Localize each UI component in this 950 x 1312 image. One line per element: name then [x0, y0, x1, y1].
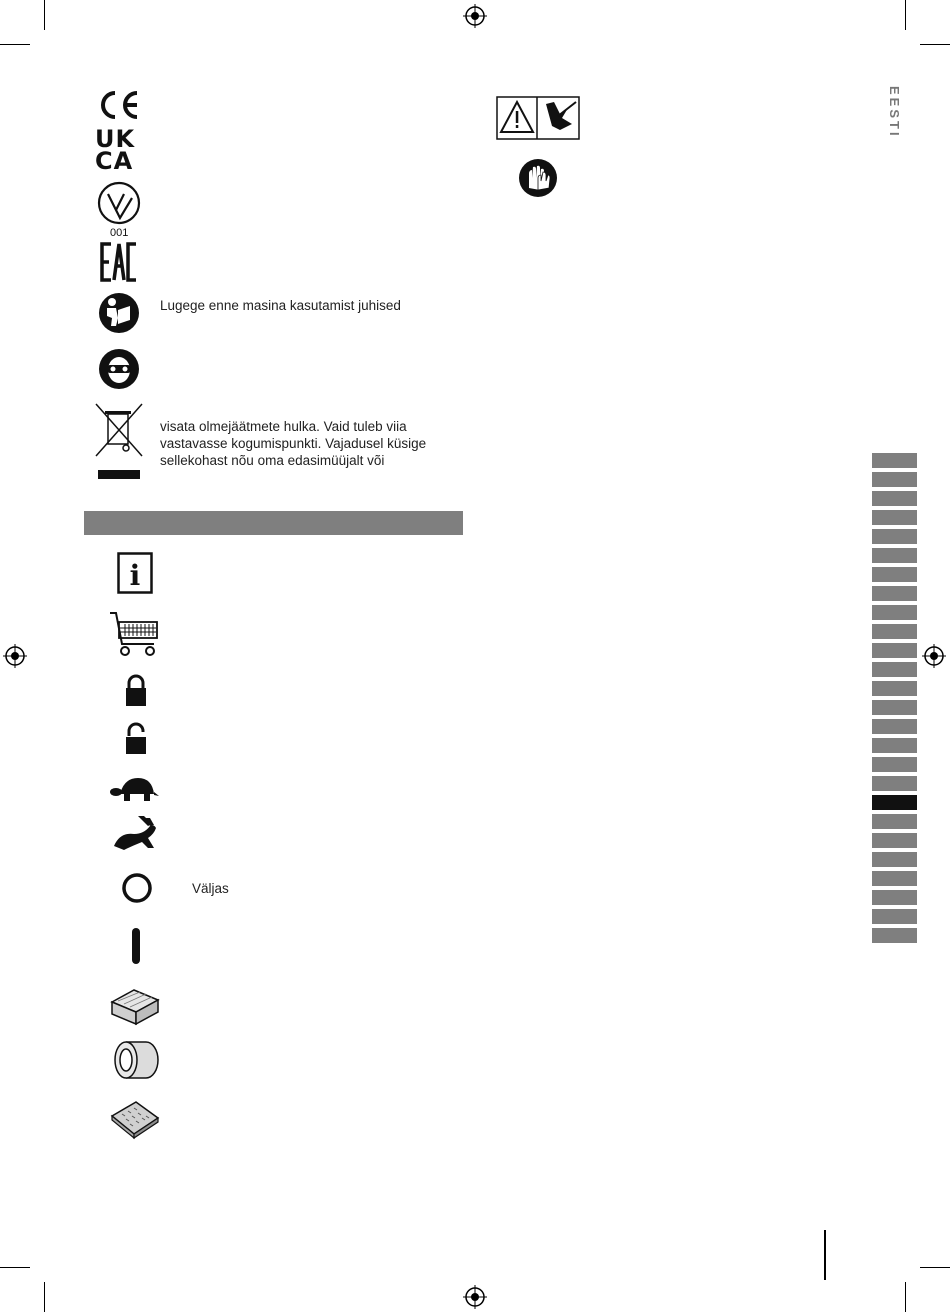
weee-text: [160, 418, 426, 469]
ukca-line-1: UK: [95, 125, 136, 153]
hare-fast-icon: [110, 816, 160, 854]
svg-text:i: i: [129, 559, 141, 592]
power-off-icon: [121, 872, 153, 904]
language-tab: [872, 909, 917, 926]
language-tab: [872, 586, 917, 603]
language-tab: [872, 605, 917, 622]
language-tab: [872, 776, 917, 793]
registration-mark-icon: [463, 1285, 487, 1309]
ce-mark-icon: [97, 90, 141, 120]
crop-mark: [44, 0, 45, 30]
language-tab: [872, 890, 917, 907]
weee-bin-icon: [92, 402, 146, 482]
language-tab: [872, 795, 917, 812]
shopping-cart-icon: [108, 610, 160, 658]
language-tab: [872, 814, 917, 831]
language-tab: [872, 643, 917, 660]
registration-mark-icon: [922, 644, 946, 668]
metal-plate-icon: [108, 1094, 162, 1142]
language-tab: [872, 700, 917, 717]
language-tab: [872, 833, 917, 850]
warning-blade-icon: [496, 96, 580, 140]
registration-mark-icon: [463, 4, 487, 28]
language-tab: [872, 548, 917, 565]
language-tab: [872, 529, 917, 546]
crop-mark: [920, 44, 950, 45]
language-tab: [872, 738, 917, 755]
language-tab: [872, 491, 917, 508]
language-tab: [872, 472, 917, 489]
section-heading-bar: [84, 511, 463, 535]
eac-mark-icon: [100, 242, 138, 282]
weee-text-line: sellekohast nõu oma edasimüüjalt või: [160, 453, 385, 468]
power-on-icon: [130, 926, 142, 966]
crop-mark: [0, 44, 30, 45]
language-tab: [872, 871, 917, 888]
pipe-icon: [112, 1036, 160, 1086]
lock-closed-icon: [124, 674, 148, 708]
crop-mark: [905, 1282, 906, 1312]
crop-mark: [905, 0, 906, 30]
language-tab: [872, 567, 917, 584]
crop-mark: [44, 1282, 45, 1312]
ua-tr-mark-icon: [96, 180, 142, 226]
registration-mark-icon: [3, 644, 27, 668]
weee-text-line: vastavasse kogumispunkti. Vajadusel küsige: [160, 436, 427, 451]
read-manual-icon: [98, 292, 140, 334]
wear-gloves-icon: [518, 158, 558, 198]
language-tab: [872, 453, 917, 470]
ukca-line-2: CA: [95, 147, 134, 175]
power-off-text: Väljas: [192, 881, 229, 896]
language-tab: [872, 719, 917, 736]
lock-open-icon: [124, 722, 150, 756]
language-tab: [872, 928, 917, 945]
tortoise-slow-icon: [110, 774, 160, 804]
page-edge-mark: [824, 1230, 826, 1280]
language-tab: [872, 624, 917, 641]
safety-goggles-icon: [98, 348, 140, 390]
wood-block-icon: [108, 982, 162, 1028]
language-tab: [872, 662, 917, 679]
ukca-mark-icon: [95, 125, 143, 175]
language-tab: [872, 852, 917, 869]
info-icon: [117, 552, 153, 594]
language-tab: [872, 510, 917, 527]
weee-text-line: visata olmejäätmete hulka. Vaid tuleb viia: [160, 419, 407, 434]
language-tab: [872, 681, 917, 698]
language-tab: [872, 757, 917, 774]
crop-mark: [920, 1267, 950, 1268]
ua-tr-mark-code: 001: [110, 227, 129, 239]
crop-mark: [0, 1267, 30, 1268]
read-manual-text: Lugege enne masina kasutamist juhised: [160, 298, 401, 313]
language-label: EESTI: [887, 86, 902, 139]
